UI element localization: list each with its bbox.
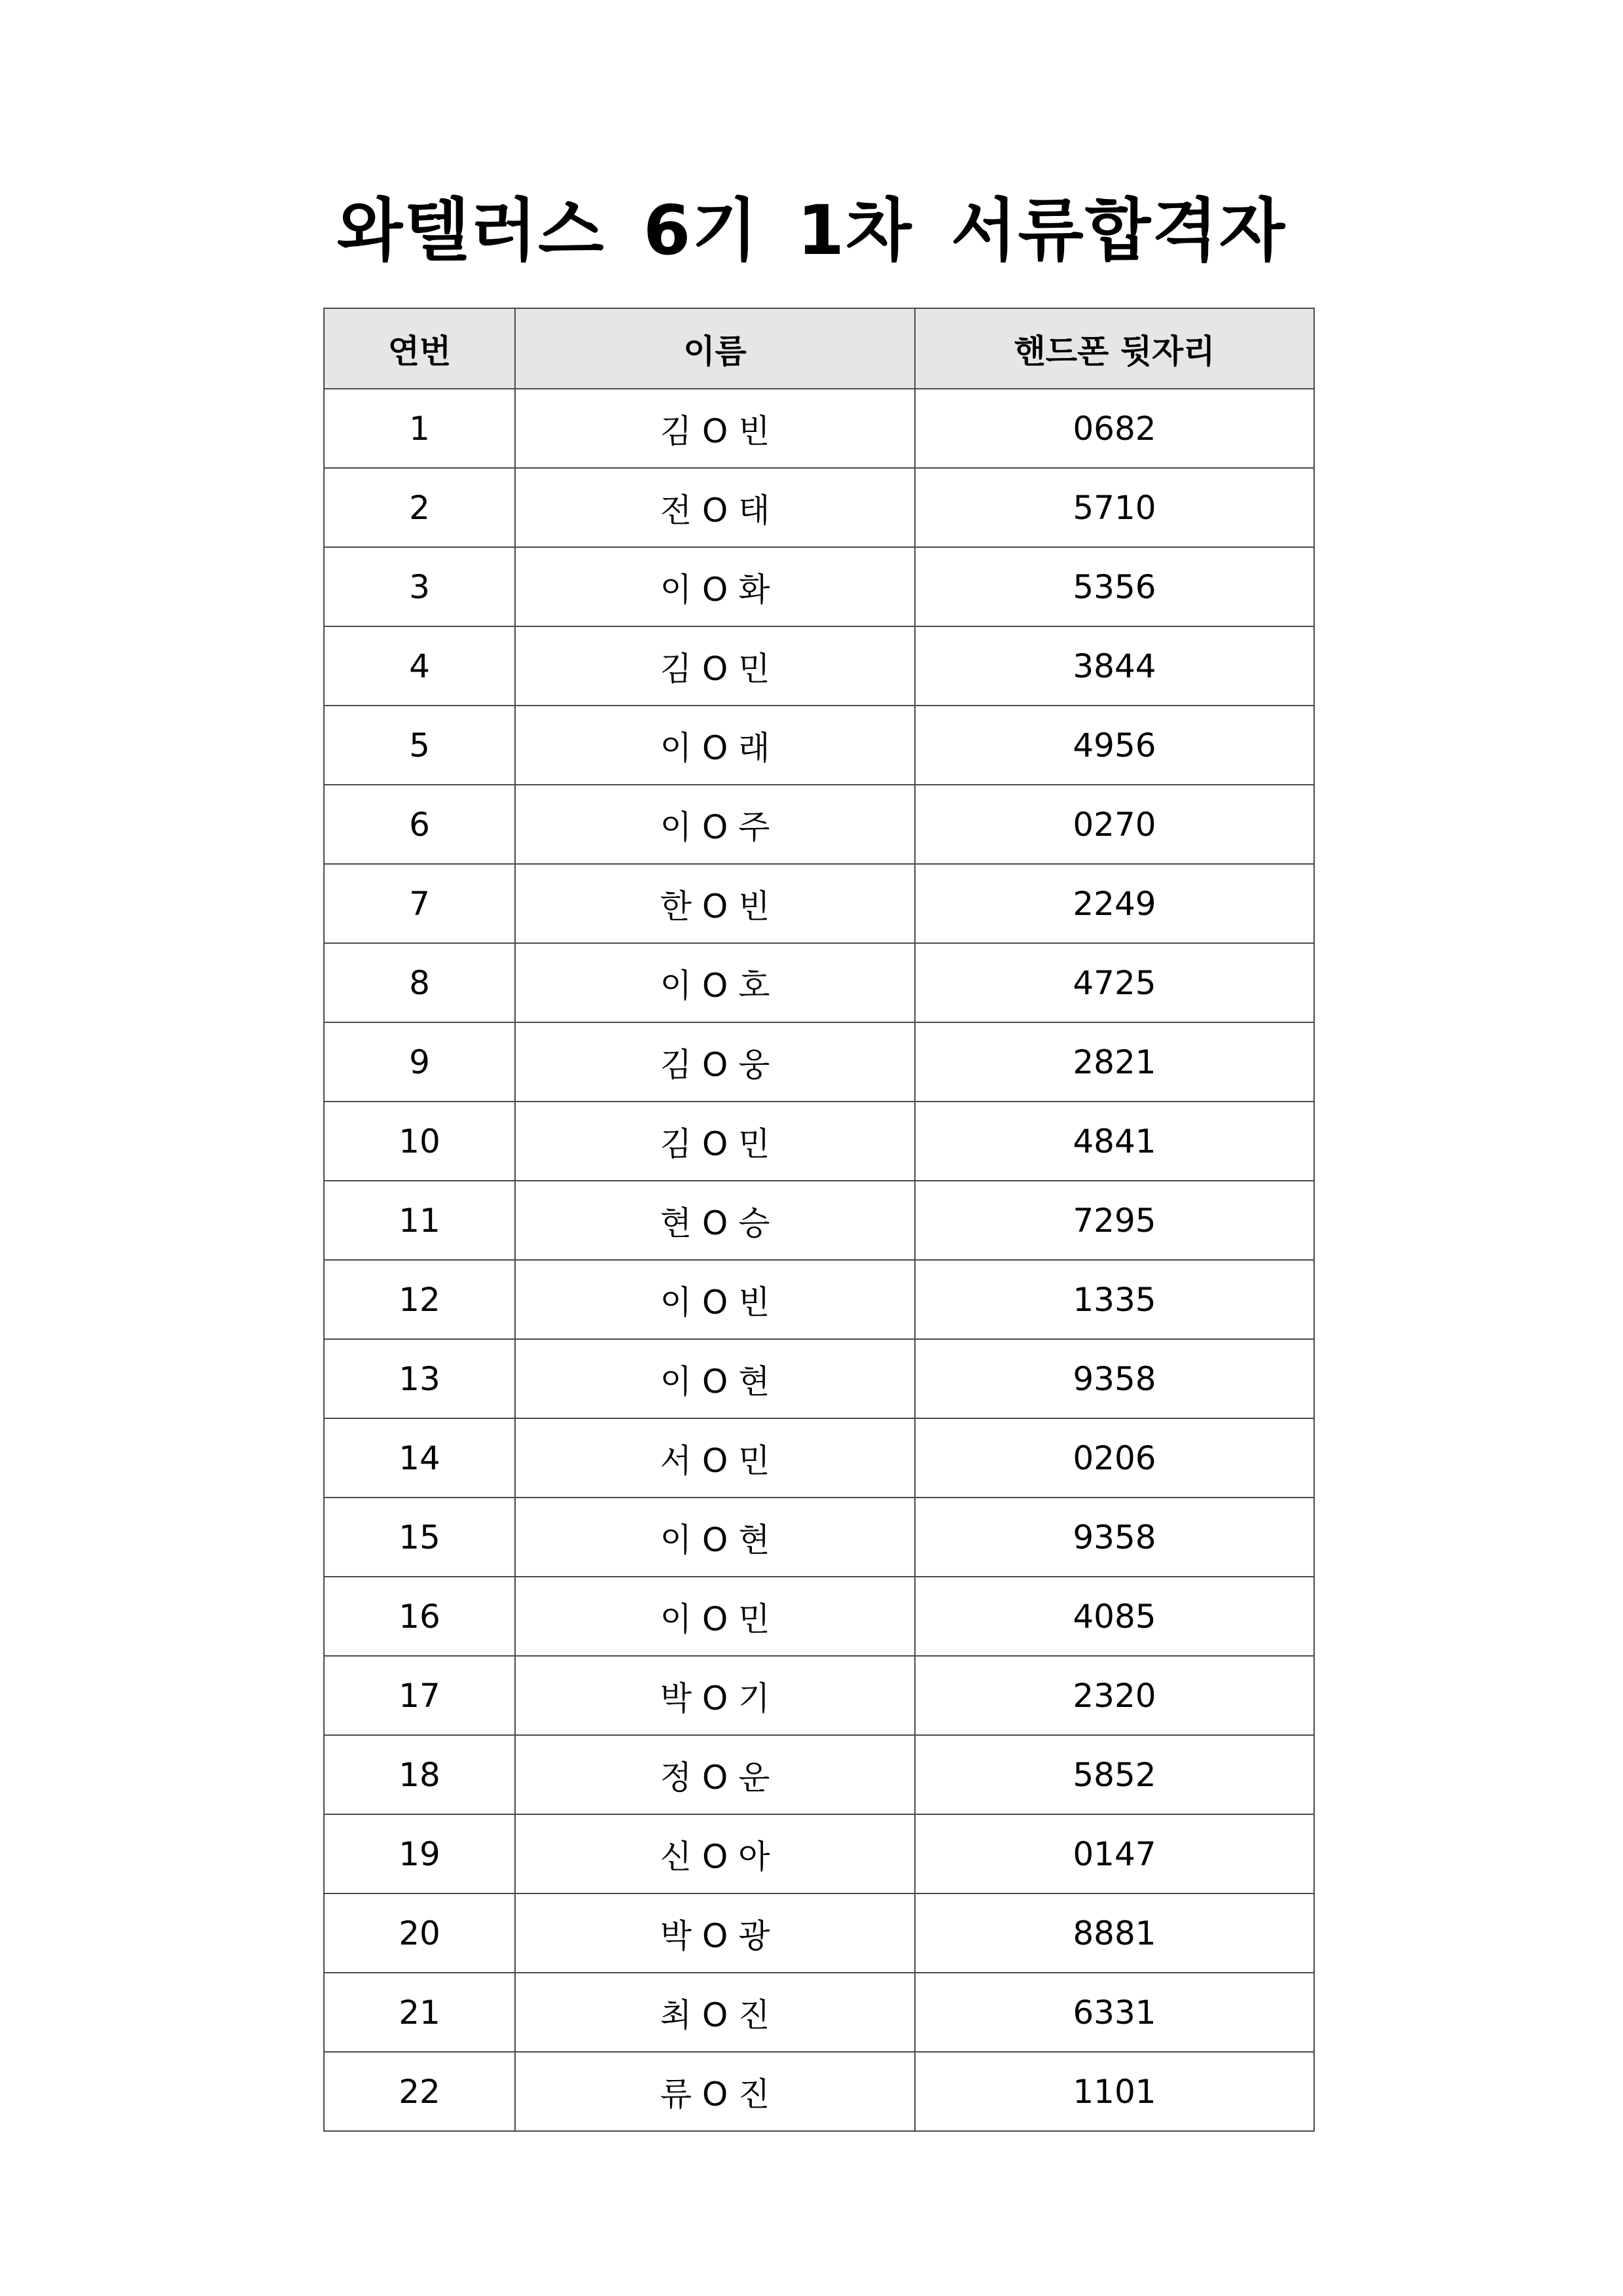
row-number: 11 [324, 1181, 515, 1260]
table-row [324, 864, 1314, 943]
row-name: 김 O 민 [515, 626, 915, 706]
row-name: 이 O 민 [515, 1577, 915, 1656]
table-row [324, 626, 1314, 706]
row-name: 김 O 빈 [515, 389, 915, 468]
row-number: 7 [324, 864, 515, 943]
row-number: 5 [324, 706, 515, 785]
table-header [324, 308, 1314, 389]
page-title: 와텔러스 6기 1차 서류합격자 [336, 190, 1287, 270]
table-row [324, 1577, 1314, 1656]
row-name: 김 O 웅 [515, 1022, 915, 1102]
row-phone-last-digits: 7295 [915, 1181, 1314, 1260]
row-name: 이 O 래 [515, 706, 915, 785]
row-number: 22 [324, 2052, 515, 2131]
row-phone-last-digits: 0147 [915, 1814, 1314, 1893]
row-phone-last-digits: 4725 [915, 943, 1314, 1022]
row-number: 4 [324, 626, 515, 706]
table-row [324, 1102, 1314, 1181]
row-number: 1 [324, 389, 515, 468]
table-row [324, 1498, 1314, 1577]
row-phone-last-digits: 5710 [915, 468, 1314, 547]
row-name: 김 O 민 [515, 1102, 915, 1181]
row-phone-last-digits: 3844 [915, 626, 1314, 706]
table-row [324, 1022, 1314, 1102]
row-name: 박 O 광 [515, 1893, 915, 1973]
row-name: 신 O 아 [515, 1814, 915, 1893]
applicant-table [323, 308, 1315, 2132]
row-phone-last-digits: 2821 [915, 1022, 1314, 1102]
row-name: 이 O 현 [515, 1339, 915, 1418]
row-name: 이 O 화 [515, 547, 915, 626]
row-phone-last-digits: 9358 [915, 1498, 1314, 1577]
row-name: 류 O 진 [515, 2052, 915, 2131]
row-number: 14 [324, 1418, 515, 1498]
row-number: 15 [324, 1498, 515, 1577]
row-phone-last-digits: 2249 [915, 864, 1314, 943]
row-phone-last-digits: 8881 [915, 1893, 1314, 1973]
table-row [324, 1656, 1314, 1735]
row-number: 13 [324, 1339, 515, 1418]
table-row [324, 468, 1314, 547]
table-row [324, 1973, 1314, 2052]
row-phone-last-digits: 6331 [915, 1973, 1314, 2052]
table-row [324, 1418, 1314, 1498]
row-name: 이 O 빈 [515, 1260, 915, 1339]
row-number: 20 [324, 1893, 515, 1973]
row-phone-last-digits: 1335 [915, 1260, 1314, 1339]
row-number: 3 [324, 547, 515, 626]
row-number: 18 [324, 1735, 515, 1814]
row-phone-last-digits: 5356 [915, 547, 1314, 626]
table-header-row [324, 308, 1314, 389]
table-row [324, 1735, 1314, 1814]
row-phone-last-digits: 0682 [915, 389, 1314, 468]
row-name: 정 O 운 [515, 1735, 915, 1814]
table-row [324, 1893, 1314, 1973]
row-number: 16 [324, 1577, 515, 1656]
row-number: 9 [324, 1022, 515, 1102]
table-row [324, 1260, 1314, 1339]
row-phone-last-digits: 0270 [915, 785, 1314, 864]
row-number: 21 [324, 1973, 515, 2052]
row-name: 한 O 빈 [515, 864, 915, 943]
row-phone-last-digits: 4841 [915, 1102, 1314, 1181]
row-number: 8 [324, 943, 515, 1022]
row-name: 서 O 민 [515, 1418, 915, 1498]
table-body [324, 389, 1314, 2131]
row-phone-last-digits: 2320 [915, 1656, 1314, 1735]
row-name: 최 O 진 [515, 1973, 915, 2052]
table-row [324, 706, 1314, 785]
row-phone-last-digits: 0206 [915, 1418, 1314, 1498]
header-name: 이름 [515, 308, 915, 389]
row-number: 17 [324, 1656, 515, 1735]
table-row [324, 785, 1314, 864]
table-row [324, 547, 1314, 626]
table-row [324, 389, 1314, 468]
row-number: 10 [324, 1102, 515, 1181]
table-row [324, 1339, 1314, 1418]
row-phone-last-digits: 9358 [915, 1339, 1314, 1418]
table-row [324, 943, 1314, 1022]
table-row [324, 1814, 1314, 1893]
row-number: 6 [324, 785, 515, 864]
row-name: 이 O 호 [515, 943, 915, 1022]
row-phone-last-digits: 5852 [915, 1735, 1314, 1814]
table-row [324, 1181, 1314, 1260]
header-phone: 핸드폰 뒷자리 [915, 308, 1314, 389]
row-number: 2 [324, 468, 515, 547]
row-phone-last-digits: 4085 [915, 1577, 1314, 1656]
row-name: 이 O 현 [515, 1498, 915, 1577]
table-row [324, 2052, 1314, 2131]
row-number: 19 [324, 1814, 515, 1893]
row-phone-last-digits: 4956 [915, 706, 1314, 785]
header-number: 연번 [324, 308, 515, 389]
row-phone-last-digits: 1101 [915, 2052, 1314, 2131]
row-number: 12 [324, 1260, 515, 1339]
row-name: 박 O 기 [515, 1656, 915, 1735]
row-name: 현 O 승 [515, 1181, 915, 1260]
row-name: 전 O 태 [515, 468, 915, 547]
row-name: 이 O 주 [515, 785, 915, 864]
